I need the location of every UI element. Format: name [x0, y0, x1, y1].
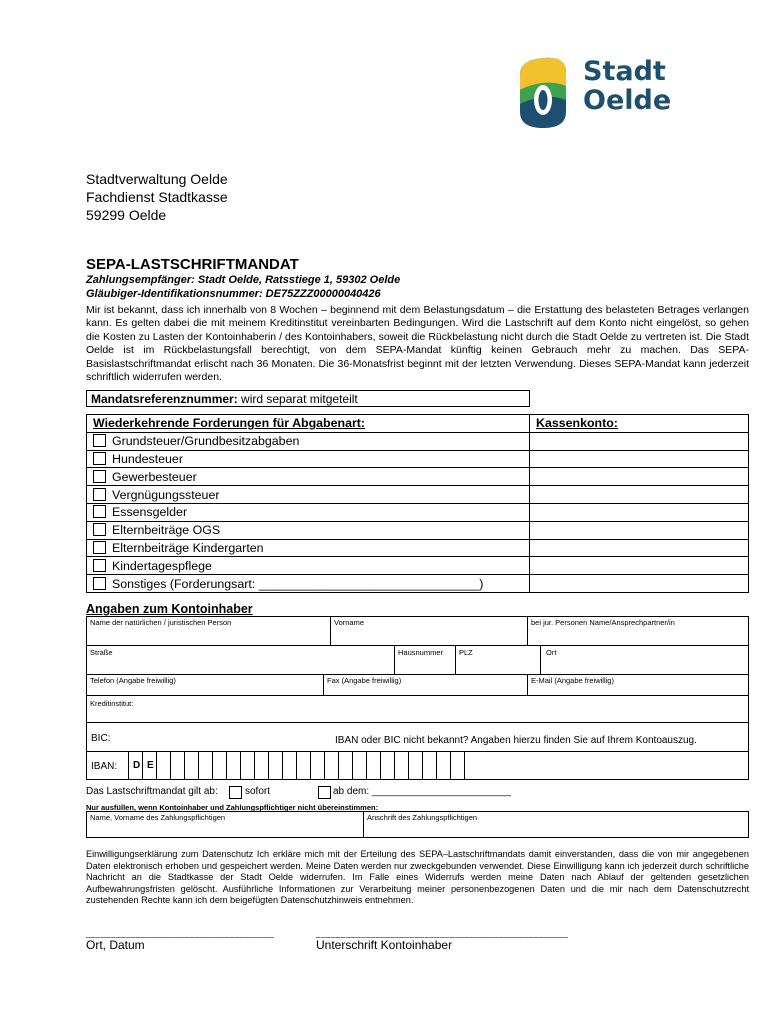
street-field[interactable]: Straße — [86, 645, 395, 675]
iban-country-letter: D — [133, 760, 141, 771]
holder-name-field[interactable]: Name der natürlichen / juristischen Person — [86, 616, 331, 646]
claim-option-kindertagespflege[interactable]: Kindertagespflege — [87, 557, 530, 575]
validity-from-checkbox[interactable] — [318, 786, 331, 799]
cash-account-cell[interactable] — [530, 432, 749, 450]
fax-field[interactable]: Fax (Angabe freiwillig) — [323, 674, 528, 696]
iban-digit-cell[interactable] — [212, 751, 227, 780]
bank-field[interactable]: Kreditinstitut: — [86, 695, 749, 723]
place-date-label: Ort, Datum — [86, 938, 145, 952]
checkbox[interactable] — [93, 505, 106, 518]
bic-hint: IBAN oder BIC nicht bekannt? Angaben hierzu finden Sie auf Ihrem Kontoauszug. — [335, 735, 697, 746]
mandate-text: Mir ist bekannt, dass ich innerhalb von 8 Wochen – beginnend mit dem Belastungsdatum – die Erstattung des belasteten Betrages verlangen kann. Es gelten dabei die mit meinem Kreditinstitut vereinbarten Bedingungen. Wird die Lastschrift auf dem Konto nicht eingelöst, so gehen die Kosten zu Lasten der Kontoinhaberin / des Kontoinhabers, soweit die Rückbelastung nicht durch die Stadt Oelde zu vertreten ist. Die Stadt Oelde ist im Rückbelastungsfall berechtigt, von dem SEPA-Mandat künftig keinen Gebrauch mehr zu machen. Das SEPA-Basislastschriftmandat erlischt nach 36 Monaten. Die 36-Monatsfrist beginnt mit der letzten Verwendung. Dieses SEPA-Mandat kann jederzeit schriftlich widerrufen werden. — [86, 304, 749, 384]
account-holder-section-title: Angaben zum Kontoinhaber — [86, 602, 253, 616]
place-date-line[interactable]: ______________________________________ — [86, 929, 275, 938]
iban-digit-cell[interactable] — [394, 751, 409, 780]
iban-digit-cell[interactable] — [408, 751, 423, 780]
validity-now-checkbox[interactable] — [229, 786, 242, 799]
payer-note: Nur ausfüllen, wenn Kontoinhaber und Zahlungspflichtiger nicht übereinstimmen: — [86, 803, 379, 812]
iban-digit-cell[interactable] — [156, 751, 171, 780]
checkbox[interactable] — [93, 470, 106, 483]
iban-digit-cell[interactable] — [198, 751, 213, 780]
iban-country-letter: E — [147, 760, 154, 771]
signature-line[interactable]: ___________________________________________________ — [316, 929, 569, 938]
cash-account-header: Kassenkonto: — [530, 415, 749, 433]
cash-account-cell[interactable] — [530, 521, 749, 539]
city-field[interactable]: Ort — [540, 645, 749, 675]
payer-address-field[interactable]: Anschrift des Zahlungspflichtigen — [363, 811, 749, 838]
claim-option-essensgelder[interactable]: Essensgelder — [87, 503, 530, 521]
logo-text: Stadt Oelde — [583, 56, 672, 116]
claim-option-hundesteuer[interactable]: Hundesteuer — [87, 450, 530, 468]
privacy-consent-text: Einwilligungserklärung zum Datenschutz Ich erkläre mich mit der Erteilung des SEPA–Lastschriftmandats damit einverstanden, dass die von mir angegebenen Daten elektronisch erhoben und gespeichert werden. Meine Daten werden nur zweckgebunden verwendet. Diese Einwilligung kann ich jederzeit durch schriftliche Nachricht an die Stadtkasse der Stadt Oelde widerrufen. Im Falle eines Widerrufs werden meine Daten nach Ablauf der geltenden gesetzlichen Aufbewahrungsfristen gelöscht. Ausführliche Informationen zur Verarbeitung meiner personenbezogenen Daten und die mir nach dem Datenschutzrecht zustehenden Rechte kann ich dem beigefügten Datenschutzhinweis entnehmen. — [86, 849, 749, 906]
phone-field[interactable]: Telefon (Angabe freiwillig) — [86, 674, 324, 696]
cash-account-cell[interactable] — [530, 503, 749, 521]
iban-digit-cell[interactable] — [324, 751, 339, 780]
signature-label: Unterschrift Kontoinhaber — [316, 938, 453, 952]
cash-account-cell[interactable] — [530, 486, 749, 504]
claim-option-gewerbesteuer[interactable]: Gewerbesteuer — [87, 468, 530, 486]
checkbox[interactable] — [93, 559, 106, 572]
claim-option-sonstiges[interactable]: Sonstiges (Forderungsart: ________________________________) — [87, 575, 530, 593]
holder-firstname-field[interactable]: Vorname — [330, 616, 528, 646]
email-field[interactable]: E-Mail (Angabe freiwillig) — [527, 674, 749, 696]
iban-digit-cell[interactable] — [184, 751, 199, 780]
checkbox[interactable] — [93, 452, 106, 465]
document-title: SEPA-LASTSCHRIFTMANDAT — [86, 256, 299, 273]
claims-table — [86, 414, 749, 593]
iban-digit-cell[interactable] — [282, 751, 297, 780]
validity-from-date[interactable]: ab dem: _________________________ — [333, 786, 511, 797]
checkbox[interactable] — [93, 541, 106, 554]
mandate-reference-field[interactable]: Mandatsreferenznummer: wird separat mitgeteilt — [86, 390, 530, 407]
validity-row: Das Lastschriftmandat gilt ab: — [86, 786, 218, 797]
iban-digit-cell[interactable] — [268, 751, 283, 780]
claim-option-kindergarten[interactable]: Elternbeiträge Kindergarten — [87, 539, 530, 557]
iban-digit-cell[interactable] — [338, 751, 353, 780]
iban-digit-cell[interactable] — [142, 751, 157, 780]
claim-option-vergnuegungssteuer[interactable]: Vergnügungssteuer — [87, 486, 530, 504]
cash-account-cell[interactable] — [530, 539, 749, 557]
checkbox[interactable] — [93, 577, 106, 590]
creditor-id-line: Gläubiger-Identifikationsnummer: DE75ZZZ00000040426 — [86, 288, 381, 300]
iban-digit-cell[interactable] — [240, 751, 255, 780]
payer-name-field[interactable]: Name, Vorname des Zahlungspflichtigen — [86, 811, 364, 838]
iban-row: IBAN: — [86, 751, 749, 780]
address-block: Stadtverwaltung Oelde Fachdienst Stadtkasse 59299 Oelde — [86, 171, 228, 223]
claim-option-ogs[interactable]: Elternbeiträge OGS — [87, 521, 530, 539]
cash-account-cell[interactable] — [530, 450, 749, 468]
bic-field[interactable]: BIC: IBAN oder BIC nicht bekannt? Angaben hierzu finden Sie auf Ihrem Kontoauszug. — [86, 722, 749, 752]
checkbox[interactable] — [93, 434, 106, 447]
cash-account-cell[interactable] — [530, 575, 749, 593]
recipient-line: Zahlungsempfänger: Stadt Oelde, Ratsstiege 1, 59302 Oelde — [86, 274, 401, 286]
iban-digit-cell[interactable] — [352, 751, 367, 780]
iban-digit-cell[interactable] — [254, 751, 269, 780]
iban-digit-cell[interactable] — [436, 751, 451, 780]
checkbox[interactable] — [93, 488, 106, 501]
iban-digit-cell[interactable] — [128, 751, 143, 780]
stadt-oelde-logo-icon — [520, 56, 566, 128]
iban-digit-cell[interactable] — [226, 751, 241, 780]
iban-digit-cell[interactable] — [296, 751, 311, 780]
iban-digit-cell[interactable] — [422, 751, 437, 780]
house-number-field[interactable]: Hausnummer — [394, 645, 456, 675]
iban-digit-cell[interactable] — [450, 751, 465, 780]
iban-digit-cell[interactable] — [380, 751, 395, 780]
checkbox[interactable] — [93, 523, 106, 536]
claim-option-grundsteuer[interactable]: Grundsteuer/Grundbesitzabgaben — [87, 432, 530, 450]
iban-digit-cell[interactable] — [310, 751, 325, 780]
cash-account-cell[interactable] — [530, 557, 749, 575]
iban-digit-cell[interactable] — [170, 751, 185, 780]
claims-header: Wiederkehrende Forderungen für Abgabenart: — [87, 415, 530, 433]
zip-field[interactable]: PLZ — [455, 645, 541, 675]
iban-digit-cell[interactable] — [366, 751, 381, 780]
holder-contact-field[interactable]: bei jur. Personen Name/Ansprechpartner/in — [527, 616, 749, 646]
cash-account-cell[interactable] — [530, 468, 749, 486]
